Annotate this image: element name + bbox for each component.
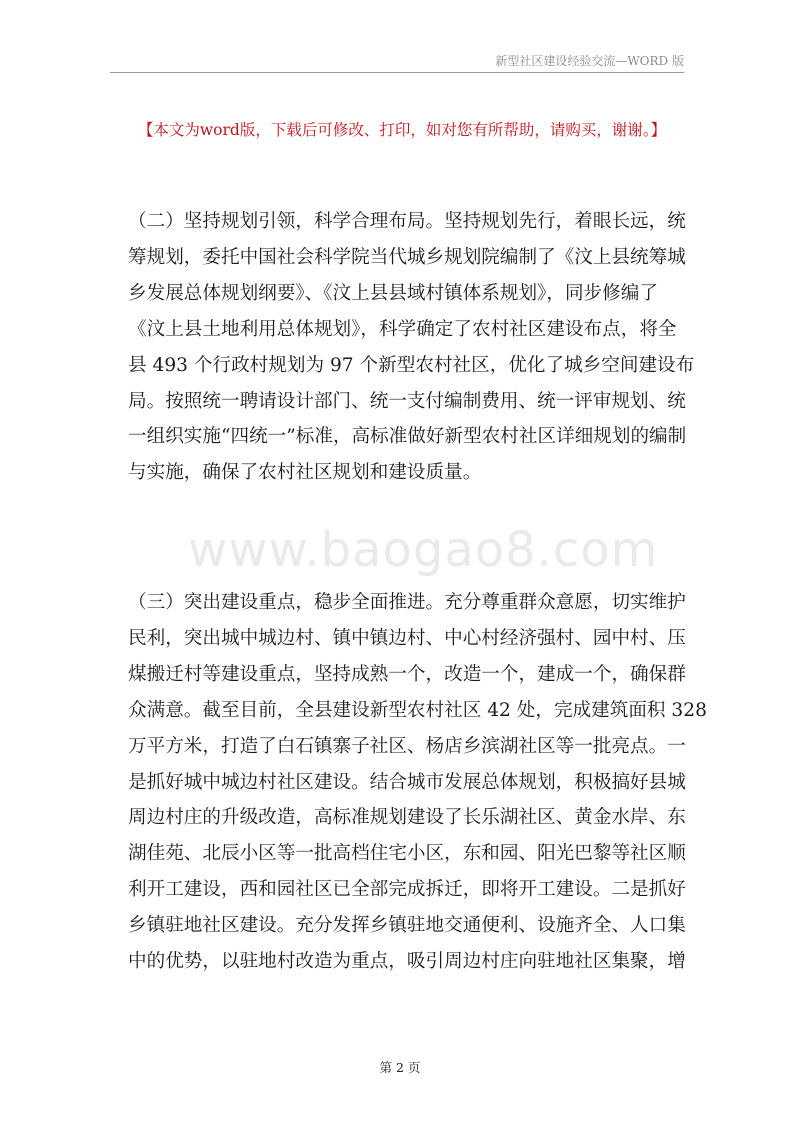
text-line: 是抓好城中城边村社区建设。结合城市发展总体规划，积极搞好县城 <box>128 771 686 793</box>
text-line: 与实施，确保了农村社区规划和建设质量。 <box>128 462 482 484</box>
text-line: 一组织实施“四统一”标准，高标准做好新型农村社区详细规划的编制 <box>128 426 687 448</box>
text-line: 湖佳苑、北辰小区等一批高档住宅小区，东和园、阳光巴黎等社区顺 <box>128 843 686 865</box>
page-footer <box>0 1058 800 1076</box>
text-line: 万平方米，打造了白石镇寨子社区、杨店乡滨湖社区等一批亮点。一 <box>128 735 686 757</box>
text-line: 筹规划，委托中国社会科学院当代城乡规划院编制了《汶上县统筹城 <box>128 246 686 268</box>
text-line: 民利，突出城中城边村、镇中镇边村、中心村经济强村、园中村、压 <box>128 627 686 649</box>
text-line: 煤搬迁村等建设重点，坚持成熟一个，改造一个，建成一个，确保群 <box>128 663 686 685</box>
text-line: 利开工建设，西和园社区已全部完成拆迁，即将开工建设。二是抓好 <box>128 879 686 901</box>
text-line: （三）突出建设重点，稳步全面推进。充分尊重群众意愿，切实维护 <box>128 592 686 613</box>
purchase-notice: 【本文为word版，下载后可修改、打印，如对您有所帮助，请购买，谢谢。】 <box>137 121 667 139</box>
text-line: 众满意。截至目前，全县建设新型农村社区 42 处，完成建筑面积 328 <box>128 699 707 721</box>
text-line: 局。按照统一聘请设计部门、统一支付编制费用、统一评审规划、统 <box>128 390 686 412</box>
paragraph-key-construction <box>128 585 707 980</box>
page-number: 第 2 页 <box>379 1060 421 1075</box>
text-line: 乡发展总体规划纲要》、《汶上县县域村镇体系规划》，同步修编了 <box>128 282 658 304</box>
text-line: （二）坚持规划引领，科学合理布局。坚持规划先行，着眼长远，统 <box>128 211 686 232</box>
header-title: 新型社区建设经验交流—WORD 版 <box>495 54 684 68</box>
text-line: 《汶上县土地利用总体规划》，科学确定了农村社区建设布点，将全 <box>128 318 677 340</box>
watermark: www.baogao8.com <box>188 522 659 578</box>
text-line: 乡镇驻地社区建设。充分发挥乡镇驻地交通便利、设施齐全、人口集 <box>128 915 686 937</box>
text-line: 县 493 个行政村规划为 97 个新型农村社区，优化了城乡空间建设布 <box>128 354 695 376</box>
paragraph-planning <box>128 204 695 491</box>
text-line: 周边村庄的升级改造，高标准规划建设了长乐湖社区、黄金水岸、东 <box>128 807 686 829</box>
page-header <box>110 50 684 73</box>
text-line: 中的优势，以驻地村改造为重点，吸引周边村庄向驻地社区集聚，增 <box>128 951 686 973</box>
